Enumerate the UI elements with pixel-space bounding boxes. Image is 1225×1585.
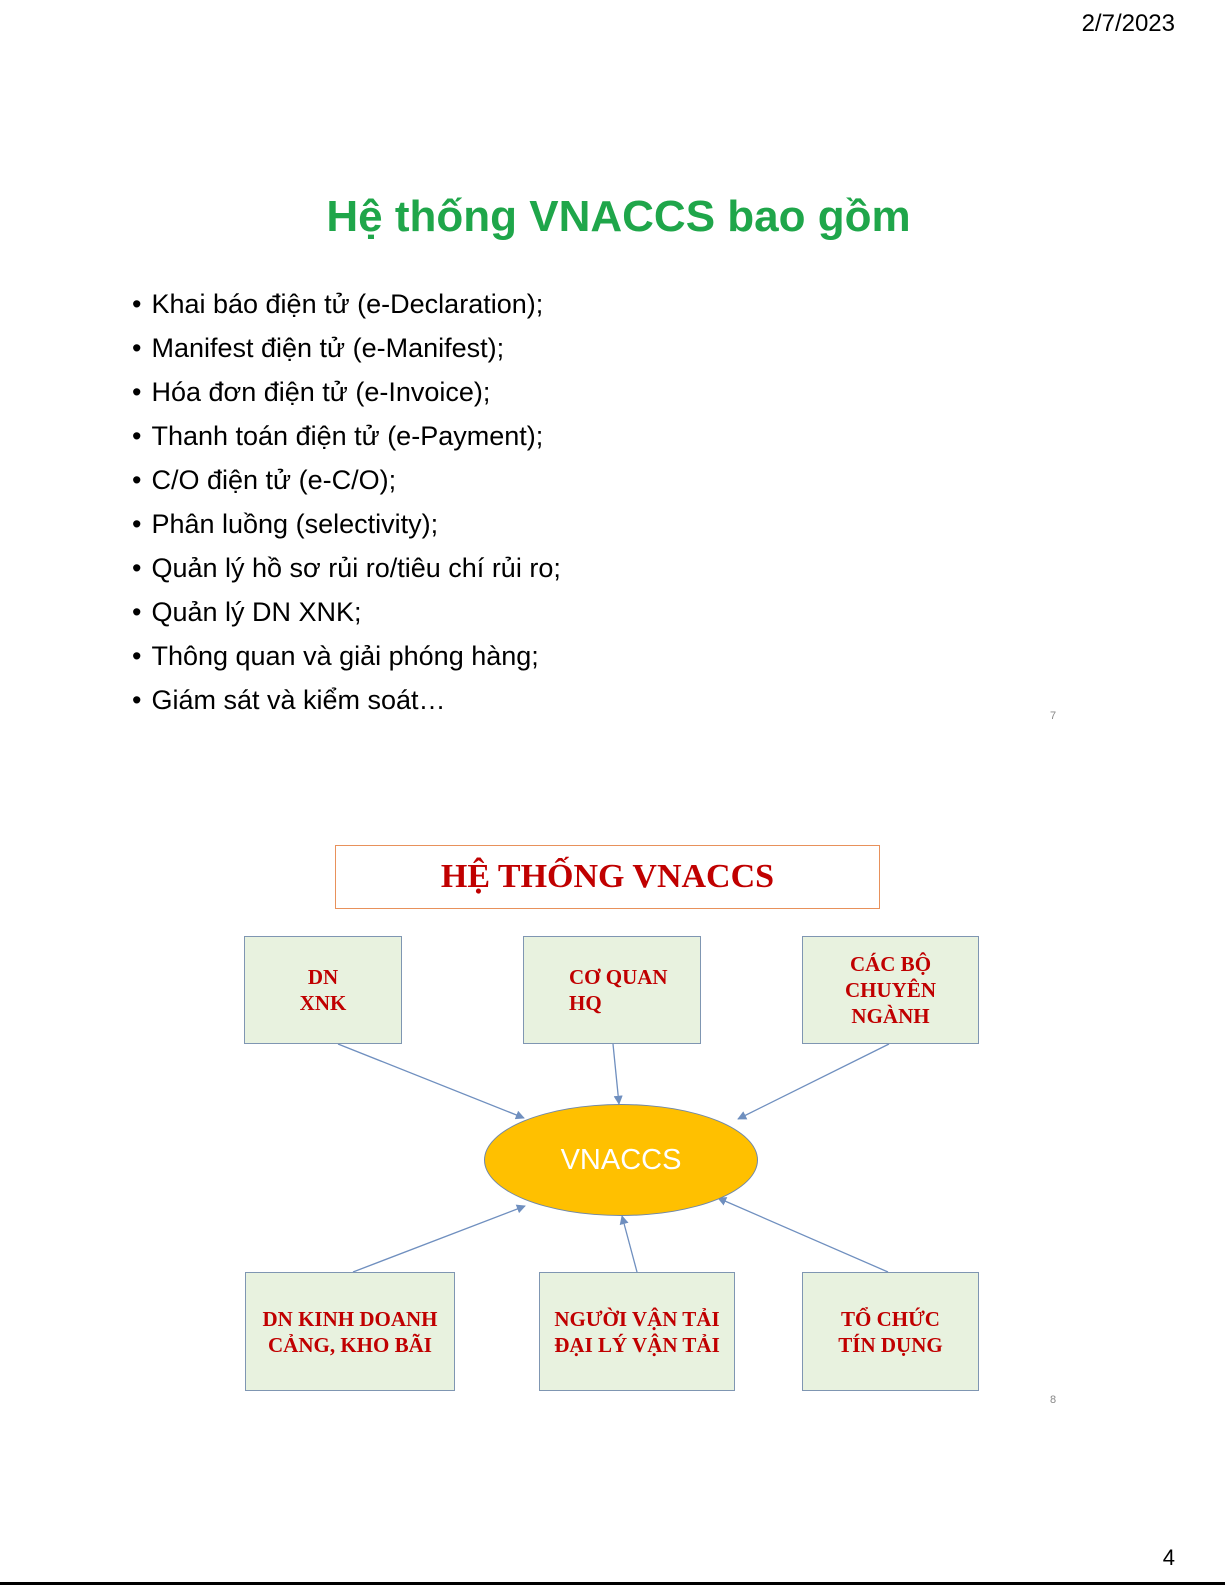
slide2-number: 8: [1050, 1394, 1057, 1406]
arrow-dn-kinh-doanh: [353, 1206, 525, 1272]
node-dn-xnk: [244, 936, 402, 1044]
node-label: CÁC BỘ CHUYÊN NGÀNH: [844, 952, 936, 1028]
bullet-item: • Quản lý DN XNK;: [132, 590, 561, 634]
bullet-item: • Phân luồng (selectivity);: [132, 502, 561, 546]
page-number: 4: [1162, 1545, 1175, 1570]
arrow-nguoi-van-tai: [622, 1216, 637, 1272]
node-label: DN XNK: [299, 965, 347, 1015]
bullet-item: • Manifest điện tử (e-Manifest);: [132, 326, 561, 370]
arrow-to-chuc: [718, 1198, 888, 1272]
arrow-dn-xnk: [338, 1044, 524, 1118]
slide1-number: 7: [1050, 710, 1057, 722]
diagram-title: HỆ THỐNG VNACCS: [440, 858, 775, 895]
node-label: DN KINH DOANH CẢNG, KHO BÃI: [262, 1306, 438, 1357]
node-cac-bo-chuyen-nganh: [802, 936, 979, 1044]
bullet-item: • C/O điện tử (e-C/O);: [132, 458, 561, 502]
arrow-co-quan-hq: [613, 1044, 619, 1104]
node-dn-kinh-doanh-cang: [245, 1272, 455, 1391]
ellipse-label: VNACCS: [560, 1143, 682, 1176]
node-label: NGƯỜI VẬN TẢI ĐẠI LÝ VẬN TẢI: [554, 1306, 720, 1357]
diagram-title-box: [335, 845, 880, 909]
bullet-item: • Thanh toán điện tử (e-Payment);: [132, 414, 561, 458]
node-label: CƠ QUAN HQ: [569, 965, 668, 1015]
slide1-title: Hệ thống VNACCS bao gồm: [326, 192, 911, 241]
bullet-item: • Thông quan và giải phóng hàng;: [132, 634, 561, 678]
bullet-item: • Giám sát và kiểm soát…: [132, 678, 561, 722]
arrow-cac-bo: [738, 1044, 889, 1119]
document-date: 2/7/2023: [1081, 10, 1175, 37]
node-nguoi-van-tai: [539, 1272, 735, 1391]
bullet-item: • Hóa đơn điện tử (e-Invoice);: [132, 370, 561, 414]
bullet-item: • Quản lý hồ sơ rủi ro/tiêu chí rủi ro;: [132, 546, 561, 590]
vnaccs-ellipse: [484, 1104, 758, 1216]
node-co-quan-hq: [523, 936, 701, 1044]
node-label: TỔ CHỨC TÍN DỤNG: [838, 1306, 943, 1357]
bullet-item: • Khai báo điện tử (e-Declaration);: [132, 282, 561, 326]
node-to-chuc-tin-dung: [802, 1272, 979, 1391]
